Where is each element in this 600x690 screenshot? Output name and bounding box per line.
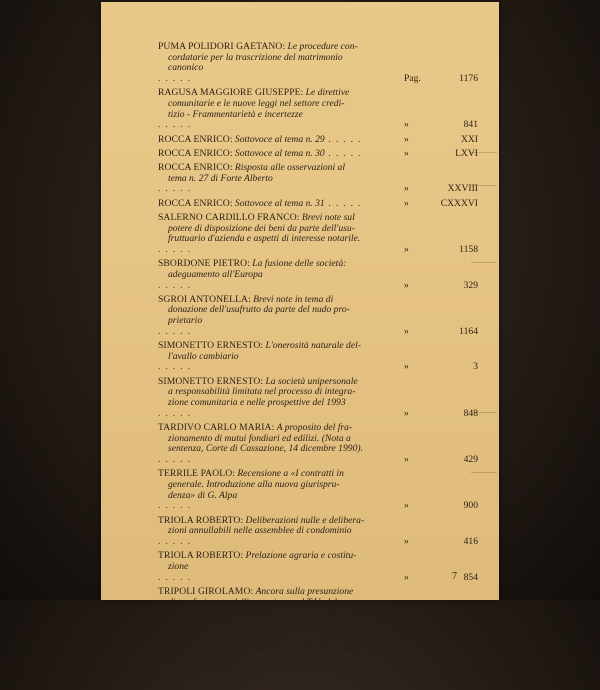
dot-leader: . . . . . (158, 674, 192, 686)
dot-leader: . . . . . (158, 119, 192, 131)
entry-title-line: potere di disposizione dei beni da parte dell'usu- (168, 222, 355, 234)
entry-page-number: 854 (463, 571, 478, 583)
entry-title-line: zionamento di mutui fondiari ed edilizi. (Nota a (168, 432, 351, 444)
entry-title-line: zione comunitaria e nelle prospettive del 1993 (168, 397, 346, 409)
entry-text: SBORDONE PIETRO: La fusione delle società: adeguamento all'Europa . . . . . (158, 259, 400, 291)
page-marker: » (404, 407, 409, 419)
dot-leader: . . . . . (158, 73, 192, 85)
index-entry (158, 587, 478, 641)
index-entry (158, 295, 478, 338)
entry-text: ROCCA ENRICO: Sottovoce al tema n. 29 . . . . . (158, 133, 362, 145)
entry-title-line: fruttuario d'azienda e aspetti di interesse notarile. (168, 233, 361, 245)
entry-title-line: tema n. 27 di Forte Alberto (168, 172, 273, 184)
page-marker: » (404, 279, 409, 291)
entry-title-line: ministrazione dell'esecutore testamentario e cu- (168, 653, 352, 665)
entry-title-line: l'avallo cambiario (168, 350, 239, 362)
entry-page-number: 1176 (459, 73, 478, 85)
page-marker: » (404, 361, 409, 373)
entry-author: TRIOLA ROBERTO (158, 550, 241, 562)
page-marker: » (404, 325, 409, 337)
index-entry (158, 469, 478, 512)
dot-leader: . . . . . (158, 536, 192, 548)
entry-author: SALERNO CARDILLO FRANCO (158, 211, 297, 223)
index-entry (158, 163, 478, 195)
page-marker: » (404, 500, 409, 512)
entry-title-line: Recensione a «I contratti in (237, 468, 344, 480)
dot-leader: . . . . . (158, 279, 192, 291)
entry-author: RAGUSA MAGGIORE GIUSEPPE (158, 87, 301, 99)
page-marker: » (404, 133, 409, 145)
entry-title-line: comunitarie e le nuove leggi nel settore credi- (168, 98, 345, 110)
entry-page-number: 429 (463, 454, 478, 466)
dot-leader: . . . . . (158, 325, 192, 337)
entry-author: TARDIVO CARLO MARIA (158, 422, 272, 433)
entry-page-number: 3 (473, 361, 478, 373)
entry-title-line: cordatarie per la trascrizione del matrimonio (168, 51, 343, 63)
entry-text: TARDIVO CARLO MARIA: A proposito del fra- zionamento di mutui fondiari ed edilizi. (Nota a sentenza, Corte di Cassazione, 14 dicembre 1990). . . . . . (158, 423, 400, 466)
index-entry (158, 42, 478, 85)
index-entry (158, 423, 478, 466)
dot-leader: . . . . . (158, 500, 192, 512)
page-marker: » (404, 197, 409, 209)
entry-text: TRIOLA ROBERTO: Deliberazioni nulle e delibera- zioni annullabili nelle assemblee di condominio . . . . . (158, 516, 400, 548)
entry-title-line: Sez. Civ. I, 7 maggio 1991, n. 5026) (168, 617, 306, 629)
entry-author: TRIPOLI GIROLAMO (158, 585, 251, 597)
index-entry (158, 135, 478, 146)
dot-leader: . . . . . (324, 147, 362, 159)
entry-page-number: XXVIII (447, 183, 478, 195)
dot-leader: . . . . . (158, 571, 192, 583)
entry-author: ROCCA ENRICO (158, 162, 230, 174)
entry-text: TRIPOLI GIROLAMO: Ancora sulla presunzione di trasferimento dell'accessione nel T.U. del- l'imposta di registro. (Nota a sentenza, Cass., Sez. Civ. I, 7 maggio 1991, n. 5026) . . . . . (158, 587, 400, 641)
entry-title-line: A proposito del fra- (276, 422, 353, 433)
document-page (101, 2, 499, 686)
entry-text: SGROI ANTONELLA: Brevi note in tema di donazione dell'usufrutto da parte del nudo pro- prietario . . . . . (158, 295, 400, 338)
entry-title-line: Rapporto esistente tra am- (256, 642, 360, 654)
entry-text: TRIOLA ROBERTO: Prelazione agraria e costitu- zione . . . . . (158, 551, 400, 583)
entry-title-line: ratela dell'eredità giacente (168, 664, 272, 676)
entry-title-line: La società unipersonale (265, 375, 358, 387)
entry-title-line: Ancora sulla presunzione (255, 585, 354, 597)
entry-author: TERRILE PAOLO (158, 468, 233, 480)
page-marker: » (404, 147, 409, 159)
dot-leader: . . . . . (158, 628, 192, 640)
page-marker: » (404, 454, 409, 466)
entry-title-line: donazione dell'usufrutto da parte del nudo pro- (168, 304, 350, 316)
entry-page-number: 367 (463, 674, 478, 686)
entry-title-line: Brevi note in tema di (253, 293, 334, 305)
page-marker: » (404, 628, 409, 640)
entry-page-number: LXVI (455, 147, 478, 159)
entry-title-line: Brevi note sul (301, 211, 355, 223)
entry-author: PUMA POLIDORI GAETANO (158, 41, 283, 52)
entry-author: TROJANI PIER LUCA (158, 642, 252, 654)
entry-text: ROCCA ENRICO: Sottovoce al tema n. 30 . . . . . (158, 147, 362, 159)
entry-title-line: sentenza, Corte di Cassazione, 14 dicembre 1990). (168, 443, 363, 455)
entry-title-line: prietario (168, 315, 203, 327)
entry-text: RAGUSA MAGGIORE GIUSEPPE: Le direttive comunitarie e le nuove leggi nel settore credi- tizio - Frammentarietà e incertezze . . . . . (158, 88, 400, 131)
entry-title-line: Le direttive (305, 87, 350, 99)
entry-title-line: l'imposta di registro. (Nota a sentenza, Cass., (168, 607, 343, 619)
page-marker: » (404, 674, 409, 686)
entry-author: TRIOLA ROBERTO (158, 514, 241, 526)
dot-leader: . . . . . (158, 361, 192, 373)
entry-page-number: XXI (460, 133, 478, 145)
entry-title-line: Le procedure con- (287, 41, 358, 52)
page-marker: » (404, 536, 409, 548)
index-entries-list (158, 42, 478, 690)
entry-title-line: zioni annullabili nelle assemblee di condominio (168, 525, 352, 537)
entry-page-number: CXXXVI (440, 197, 478, 209)
entry-title-line: Deliberazioni nulle e delibera- (245, 514, 365, 526)
entry-title-line: L'onerosità naturale del- (265, 340, 361, 352)
index-entry (158, 516, 478, 548)
dot-leader: . . . . . (158, 454, 192, 466)
entry-title-line: adeguamento all'Europa (168, 268, 263, 280)
entry-author: SIMONETTO ERNESTO (158, 340, 261, 352)
entry-page-number: 416 (463, 536, 478, 548)
entry-title-line: Prelazione agraria e costitu- (245, 550, 357, 562)
entry-title-line: tizio - Frammentarietà e incertezze (168, 108, 303, 120)
entry-title-line: Sottovoce al tema n. 30 (234, 147, 325, 159)
entry-author: SBORDONE PIETRO (158, 258, 248, 270)
entry-title-line: canonico (168, 62, 204, 74)
entry-author: SIMONETTO ERNESTO (158, 375, 261, 387)
entry-title-line: La fusione delle società: (252, 258, 347, 270)
entry-title-line: zione (168, 560, 189, 572)
dot-leader: . . . . . (158, 183, 192, 195)
entry-title-line: generale. Introduzione alla nuova giurispru- (168, 479, 340, 491)
entry-author: ROCCA ENRICO (158, 133, 230, 145)
entry-author: SGROI ANTONELLA (158, 293, 249, 305)
index-entry (158, 88, 478, 131)
dot-leader: . . . . . (158, 407, 192, 419)
index-entry (158, 644, 478, 687)
entry-author: ROCCA ENRICO (158, 147, 230, 159)
dot-leader: . . . . . (158, 243, 192, 255)
index-entry (158, 149, 478, 160)
entry-text: SIMONETTO ERNESTO: L'onerosità naturale del- l'avallo cambiario . . . . . (158, 341, 400, 373)
entry-title-line: denza» di G. Alpa (168, 489, 238, 501)
entry-text: ROCCA ENRICO: Sottovoce al tema n. 31 . . . . . (158, 197, 362, 209)
dot-leader: . . . . . (324, 197, 362, 209)
index-entry (158, 199, 478, 210)
entry-text: TROJANI PIER LUCA: Rapporto esistente tra am- ministrazione dell'esecutore testamentario e cu- ratela dell'eredità giacente . . . . . (158, 644, 400, 687)
page-marker: » (404, 571, 409, 583)
page-marker: Pag. (404, 73, 421, 85)
dot-leader: . . . . . (324, 133, 362, 145)
entry-text: SIMONETTO ERNESTO: La società unipersonale a responsabilità limitata nel processo di integra- zione comunitaria e nelle prospettive del 1993 . . . . . (158, 377, 400, 420)
entry-title-line: Risposta alle osservazioni al (234, 162, 345, 174)
entry-title-line: a responsabilità limitata nel processo di integra- (168, 386, 356, 398)
index-entry (158, 341, 478, 373)
entry-page-number: 1164 (459, 325, 478, 337)
page-number: 7 (452, 571, 457, 582)
entry-author: ROCCA ENRICO (158, 197, 230, 209)
entry-page-number: 329 (463, 279, 478, 291)
entry-page-number: 1158 (459, 243, 478, 255)
entry-text: SALERNO CARDILLO FRANCO: Brevi note sul potere di disposizione dei beni da parte dell'usu- fruttuario d'azienda e aspetti di interesse notarile. . . . . . (158, 213, 400, 256)
index-entry (158, 213, 478, 256)
entry-page-number: 900 (463, 500, 478, 512)
entry-text: ROCCA ENRICO: Risposta alle osservazioni al tema n. 27 di Forte Alberto . . . . . (158, 163, 400, 195)
entry-page-number: 882 (463, 628, 478, 640)
entry-title-line: di trasferimento dell'accessione nel T.U. del- (168, 596, 341, 608)
entry-title-line: Sottovoce al tema n. 29 (234, 133, 325, 145)
entry-title-line: Sottovoce al tema n. 31 (234, 197, 325, 209)
entry-page-number: 848 (463, 407, 478, 419)
page-marker: » (404, 243, 409, 255)
entry-page-number: 841 (463, 119, 478, 131)
page-marker: » (404, 119, 409, 131)
index-entry (158, 551, 478, 583)
index-entry (158, 377, 478, 420)
entry-text: PUMA POLIDORI GAETANO: Le procedure con- cordatarie per la trascrizione del matrimonio canonico . . . . . (158, 42, 400, 85)
entry-text: TERRILE PAOLO: Recensione a «I contratti in generale. Introduzione alla nuova giurispru- denza» di G. Alpa . . . . . (158, 469, 400, 512)
index-entry (158, 259, 478, 291)
page-marker: » (404, 183, 409, 195)
